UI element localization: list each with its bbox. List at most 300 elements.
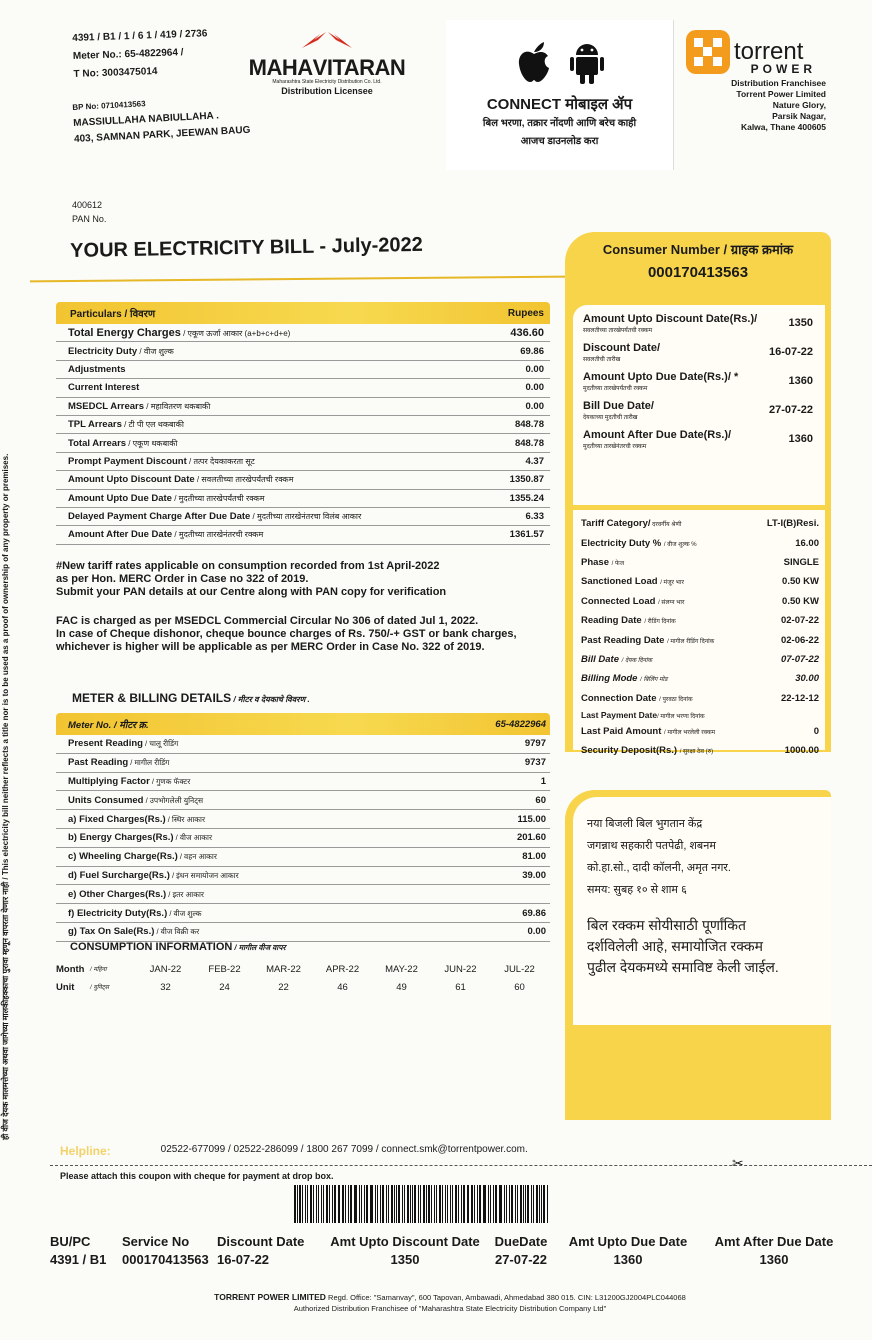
barcode-bar xyxy=(305,1185,306,1223)
connection-info-row xyxy=(581,741,819,760)
meter-title-hindi: / मीटर व देयकाचे विवरण . xyxy=(231,695,310,704)
torrent-wordmark: torrent xyxy=(734,38,804,65)
amount-row xyxy=(583,429,813,453)
amount-value: 1360 xyxy=(788,433,813,445)
meter-row xyxy=(56,904,550,923)
particulars-label xyxy=(68,364,126,375)
particulars-label-en: Total Energy Charges xyxy=(68,326,181,339)
meter-label-hi: / इंधन समायोजन आकार xyxy=(169,870,239,880)
meter-row xyxy=(56,829,550,848)
torrent-power-block xyxy=(686,30,846,133)
info-label xyxy=(581,745,713,756)
pincode-block xyxy=(72,198,106,226)
meter-label xyxy=(68,832,212,843)
account-reference-block xyxy=(72,24,244,84)
apple-icon xyxy=(516,40,552,84)
consumption-units: 46 xyxy=(337,981,348,993)
info-label-en: Connection Date xyxy=(581,692,660,704)
legal-address: Regd. Office: "Samanvay", 600 Tapovan, Ambawadi, Ahmedabad 380 015. CIN: L31200GJ2004PLC044068 xyxy=(325,1293,686,1302)
meter-label xyxy=(68,926,199,937)
amount-label-hi: सवलतीच्या तारखेपर्यंतची रक्कम xyxy=(583,328,653,334)
amount-label-en: Discount Date/ xyxy=(583,342,661,354)
info-value: LT-I(B)Resi. xyxy=(766,518,819,530)
amount-value: 1360 xyxy=(788,375,813,387)
barcode-bar xyxy=(468,1185,469,1223)
barcode-bar xyxy=(332,1185,333,1223)
barcode-bar xyxy=(455,1185,457,1223)
particulars-label-en: Total Arrears xyxy=(68,437,127,449)
info-value: 07-07-22 xyxy=(780,653,819,665)
amount-label-hi: मुदतीच्या तारखेपर्यंतची रक्कम xyxy=(583,386,648,392)
coupon-value: 16-07-22 xyxy=(217,1252,270,1267)
info-label xyxy=(581,635,714,646)
barcode-bar xyxy=(394,1185,395,1223)
barcode-bar xyxy=(310,1185,312,1223)
barcode-bar xyxy=(484,1185,485,1223)
info-value: 1000.00 xyxy=(784,745,819,757)
consumption-month: JUN-22 xyxy=(444,963,477,975)
barcode-bar xyxy=(354,1185,355,1223)
connect-title: CONNECT मोबाइल ॲप xyxy=(486,96,633,113)
consumption-month: MAY-22 xyxy=(385,963,418,975)
info-label-hi: / फेज xyxy=(611,560,625,567)
connection-info xyxy=(573,510,825,757)
connection-info-row xyxy=(581,514,819,533)
meter-row xyxy=(56,735,550,754)
consumption-units: 22 xyxy=(278,981,289,993)
barcode-bar xyxy=(410,1185,411,1223)
particulars-label-hi: / तत्पर देयकाकरता सूट xyxy=(186,456,255,466)
amount-row xyxy=(583,342,813,366)
barcode-bar xyxy=(380,1185,381,1223)
unit-label: Unit xyxy=(56,981,75,993)
meter-value: 201.60 xyxy=(516,832,546,844)
ownership-disclaimer: ही वीज देयक मालमत्तेच्या अथवा जागेच्या मालकीहक्काचा पुरावा म्हणून वापरता येणार नाही / This electricity bill neither reflects a title nor is to be used as a proof of ownership of any property or premises. xyxy=(1,453,10,1140)
helpline-label: Helpline: xyxy=(60,1144,111,1158)
barcode-bar xyxy=(334,1185,336,1223)
bill-title: YOUR ELECTRICITY BILL - July-2022 xyxy=(70,233,424,262)
info-label-en: Tariff Category/ xyxy=(581,518,651,530)
consumption-units: 61 xyxy=(455,981,466,993)
barcode-bar xyxy=(418,1185,419,1223)
meter-label-hi: / वीज विक्री कर xyxy=(154,927,200,937)
meter-label-en: Present Reading xyxy=(68,738,143,750)
pincode: 400612 xyxy=(72,200,103,210)
meter-label-en: d) Fuel Surcharge(Rs.) xyxy=(68,869,170,881)
meter-number-header xyxy=(56,713,550,735)
coupon-header: Amt Upto Due Date xyxy=(568,1234,688,1249)
barcode-bar xyxy=(294,1185,296,1223)
lightning-bolt-icon xyxy=(292,26,362,52)
particulars-label xyxy=(68,474,293,485)
torrent-info-line: Distribution Franchisee xyxy=(731,78,826,88)
legal-franchise-note: Authorized Distribution Franchisee of "Maharashtra State Electricity Distribution Company Ltd" xyxy=(293,1304,607,1313)
meter-label-en: c) Wheeling Charge(Rs.) xyxy=(68,851,178,863)
info-label-en: Reading Date xyxy=(581,615,645,627)
info-value: 16.00 xyxy=(795,537,819,549)
particulars-label-en: Prompt Payment Discount xyxy=(68,455,187,467)
meter-row xyxy=(56,923,550,942)
amount-label xyxy=(583,342,660,366)
amount-label-hi: मुदतीच्या तारखेनंतरची रक्कम xyxy=(583,444,647,450)
particulars-value: 1350.87 xyxy=(509,474,544,486)
customer-address: 403, SAMNAN PARK, JEEWAN BAUG xyxy=(73,124,251,145)
barcode-bar xyxy=(434,1185,435,1223)
info-label-en: Bill Date xyxy=(581,653,622,665)
customer-name: MASSIULLAHA NABIULLAHA . xyxy=(72,110,220,129)
particulars-label xyxy=(68,438,177,449)
barcode-bar xyxy=(431,1185,433,1223)
amount-label xyxy=(583,429,731,453)
meter-label xyxy=(68,738,178,749)
meter-label-en: Units Consumed xyxy=(68,794,144,806)
barcode-bar xyxy=(458,1185,459,1223)
android-icon xyxy=(570,39,604,85)
torrent-info-line: Torrent Power Limited xyxy=(736,89,826,99)
barcode-bar xyxy=(326,1185,328,1223)
info-label-hi: / संलग्न भार xyxy=(658,599,685,606)
particulars-table xyxy=(56,302,550,545)
brand-maha: MAHA xyxy=(248,55,313,80)
barcode-bar xyxy=(412,1185,413,1223)
info-label-hi: / रीडिंग दिनांक xyxy=(644,619,676,626)
particulars-value: 4.37 xyxy=(525,455,544,467)
connection-info-row xyxy=(581,650,819,669)
particulars-value: 0.00 xyxy=(525,382,544,394)
meter-value: 39.00 xyxy=(522,869,546,881)
particulars-label xyxy=(68,346,174,357)
barcode-bar xyxy=(426,1185,427,1223)
coupon-header: BU/PC xyxy=(50,1234,91,1249)
info-label xyxy=(581,557,624,568)
connection-info-row xyxy=(581,669,819,688)
barcode-bar xyxy=(515,1185,516,1223)
barcode-bar xyxy=(364,1185,365,1223)
barcode-bar xyxy=(511,1185,513,1223)
info-label xyxy=(581,615,676,626)
connection-info-row xyxy=(581,572,819,591)
particulars-label-hi: / एकूण थकबाकी xyxy=(126,438,178,448)
meter-billing-title xyxy=(72,691,310,705)
torrent-address xyxy=(686,78,846,133)
t-number-line: T No: 3003475014 xyxy=(73,66,158,80)
barcode-bar xyxy=(436,1185,437,1223)
barcode-bar xyxy=(467,1185,468,1223)
barcode-bar xyxy=(533,1185,534,1223)
meter-label-en: f) Electricity Duty(Rs.) xyxy=(68,907,168,919)
info-label xyxy=(581,518,681,529)
barcode xyxy=(294,1185,549,1223)
barcode-bar xyxy=(375,1185,377,1223)
info-label xyxy=(581,538,697,549)
barcode-bar xyxy=(388,1185,389,1223)
particulars-row xyxy=(56,434,550,452)
particulars-row xyxy=(56,342,550,360)
barcode-bar xyxy=(398,1185,400,1223)
barcode-bar xyxy=(471,1185,473,1223)
particulars-label-en: TPL Arrears xyxy=(68,419,122,431)
info-label xyxy=(581,726,715,737)
connection-info-row xyxy=(581,533,819,552)
particulars-row xyxy=(56,471,550,489)
info-value: 0 xyxy=(813,726,819,738)
payment-center-line: को.हा.सो., दादी कॉलनी, अमृत नगर. xyxy=(587,862,731,874)
barcode-bar xyxy=(391,1185,393,1223)
info-label-en: Last Paid Amount xyxy=(581,726,665,738)
meter-number-line: Meter No.: 65-4822964 / xyxy=(72,47,184,62)
meter-label-en: Multiplying Factor xyxy=(68,775,150,787)
particulars-value: 0.00 xyxy=(525,400,544,412)
amount-label xyxy=(583,313,757,337)
helpline-contacts[interactable]: 02522-677099 / 02522-286099 / 1800 267 7099 / connect.smk@torrentpower.com. xyxy=(160,1144,528,1155)
particulars-label xyxy=(68,401,210,412)
coupon-value: 1360 xyxy=(759,1252,789,1267)
meter-label-en: g) Tax On Sale(Rs.) xyxy=(68,926,155,938)
particulars-row xyxy=(56,526,550,544)
meter-label-hi: / गुणक फॅक्टर xyxy=(149,776,191,786)
payment-center-line: जगन्नाथ सहकारी पतपेढी, शबनम xyxy=(587,840,716,852)
coupon-value: 1360 xyxy=(613,1252,643,1267)
particulars-row xyxy=(56,453,550,471)
meter-value: 115.00 xyxy=(517,813,546,825)
meter-label-hi: / उपभोगलेली युनिट्स xyxy=(143,795,204,805)
mahavitaran-wordmark xyxy=(232,57,422,79)
month-hindi: / महिना xyxy=(90,967,107,973)
meter-number-label: Meter No. / मीटर क्र. xyxy=(68,719,149,731)
amount-label-en: Amount After Due Date(Rs.)/ xyxy=(583,429,732,441)
note-line: FAC is charged as per MSEDCL Commercial Circular No 306 of dated Jul 1, 2022. xyxy=(56,615,479,627)
barcode-bar xyxy=(461,1185,462,1223)
barcode-bar xyxy=(299,1185,300,1223)
particulars-label xyxy=(68,493,265,504)
consumption-units: 60 xyxy=(514,981,525,993)
barcode-bar xyxy=(517,1185,518,1223)
info-label-en: Connected Load xyxy=(581,595,659,607)
barcode-bar xyxy=(339,1185,340,1223)
barcode-bar xyxy=(543,1185,545,1223)
consumption-month: JUL-22 xyxy=(504,963,535,975)
consumer-number: 000170413563 xyxy=(647,264,749,281)
particulars-label-en: Electricity Duty xyxy=(68,345,138,357)
barcode-bar xyxy=(302,1185,304,1223)
tariff-notes xyxy=(56,560,576,654)
barcode-bar xyxy=(445,1185,446,1223)
particulars-value: 848.78 xyxy=(514,437,544,449)
consumption-units: 32 xyxy=(160,981,171,993)
unit-hindi: / युनिट्स xyxy=(90,985,109,991)
connection-info-row xyxy=(581,722,819,741)
particulars-value: 848.78 xyxy=(514,419,544,431)
particulars-value: 1361.57 xyxy=(509,529,544,541)
barcode-bar xyxy=(316,1185,317,1223)
info-value: 30.00 xyxy=(795,673,819,685)
payment-center-timing: समय: सुबह १० से शाम ६ xyxy=(587,884,687,896)
connection-info-row xyxy=(581,592,819,611)
particulars-value: 6.33 xyxy=(525,511,544,523)
particulars-label-en: Adjustments xyxy=(68,363,126,375)
barcode-bar xyxy=(323,1185,324,1223)
particulars-label-hi: / टी पी एल थकबाकी xyxy=(121,420,184,430)
meter-value: 9737 xyxy=(524,757,546,769)
note-line: #New tariff rates applicable on consumption recorded from 1st April-2022 xyxy=(56,560,440,572)
info-label-en: Billing Mode xyxy=(581,673,641,685)
info-value: 22-12-12 xyxy=(780,692,819,704)
meter-label-hi: / इतर आकार xyxy=(166,889,204,899)
meter-number-value: 65-4822964 xyxy=(495,718,546,730)
title-divider xyxy=(30,276,565,283)
rounding-note: बिल रक्कम सोयीसाठी पूर्णांकित xyxy=(587,917,747,933)
amount-row xyxy=(583,400,813,424)
barcode-bar xyxy=(338,1185,339,1223)
coupon-header: Amt Upto Discount Date xyxy=(330,1234,480,1249)
particulars-row xyxy=(56,508,550,526)
legal-footer xyxy=(50,1292,850,1314)
barcode-bar xyxy=(414,1185,416,1223)
amount-value: 27-07-22 xyxy=(768,404,813,416)
barcode-bar xyxy=(382,1185,384,1223)
consumption-month: FEB-22 xyxy=(208,963,241,975)
amount-value: 16-07-22 xyxy=(768,346,813,358)
info-label-hi: दरवर्गीय श्रेणी xyxy=(650,522,682,529)
barcode-bar xyxy=(355,1185,356,1223)
particulars-label-hi: / वीज शुल्क xyxy=(137,346,174,356)
note-line: as per Hon. MERC Order in Case no 322 of 2019. xyxy=(56,573,309,585)
barcode-bar xyxy=(307,1185,308,1223)
info-value: 0.50 KW xyxy=(782,576,819,588)
meter-value: 81.00 xyxy=(522,851,546,863)
mahavitaran-logo xyxy=(232,26,422,96)
info-label-hi: / मागील रीडिंग दिनांक xyxy=(667,638,715,645)
consumption-table xyxy=(56,960,550,996)
barcode-bar xyxy=(428,1185,429,1223)
info-label-hi: / पुरवठा दिनांक xyxy=(659,696,693,703)
torrent-logo-icon xyxy=(686,30,730,74)
meter-label-hi: / वीज शुल्क xyxy=(167,908,202,918)
meter-label xyxy=(68,814,205,825)
particulars-header xyxy=(56,302,550,324)
info-value: SINGLE xyxy=(783,556,819,568)
consumption-units: 24 xyxy=(219,981,230,993)
particulars-label-en: Amount After Due Date xyxy=(68,529,173,541)
coupon-value: 000170413563 xyxy=(122,1252,209,1267)
info-label-en: Last Payment Date xyxy=(581,709,658,720)
barcode-bar xyxy=(329,1185,330,1223)
amount-label-en: Amount Upto Due Date(Rs.)/ * xyxy=(583,371,739,383)
legal-company: TORRENT POWER LIMITED xyxy=(214,1292,326,1302)
amount-label-en: Bill Due Date/ xyxy=(583,400,654,412)
barcode-bar xyxy=(348,1185,349,1223)
particulars-value: 0.00 xyxy=(525,363,544,375)
amount-row xyxy=(583,371,813,395)
coupon-header: Service No xyxy=(122,1234,190,1249)
barcode-bar xyxy=(313,1185,314,1223)
rupees-header: Rupees xyxy=(507,307,544,319)
meter-label xyxy=(68,776,190,787)
meter-label xyxy=(68,870,239,881)
meter-label xyxy=(68,889,204,900)
barcode-bar xyxy=(531,1185,532,1223)
consumption-title-text: CONSUMPTION INFORMATION xyxy=(70,941,233,953)
coupon-header: Discount Date xyxy=(217,1234,305,1249)
info-value: 0.50 KW xyxy=(782,595,819,607)
meter-row xyxy=(56,754,550,773)
payment-center-line: नया बिजली बिल भुगतान केंद्र xyxy=(587,818,703,830)
particulars-label-hi: / मुदतीच्या तारखेनंतरची रक्कम xyxy=(172,530,264,540)
barcode-bar xyxy=(541,1185,542,1223)
meter-value: 1 xyxy=(540,775,546,787)
info-label-en: Electricity Duty % xyxy=(581,537,664,549)
barcode-bar xyxy=(402,1185,403,1223)
meter-row xyxy=(56,867,550,886)
meter-value: 9797 xyxy=(524,738,546,750)
particulars-header-label: Particulars / विवरण xyxy=(70,309,156,320)
consumption-month: APR-22 xyxy=(325,963,360,975)
amount-label xyxy=(583,400,654,424)
particulars-label-en: Current Interest xyxy=(68,382,140,394)
meter-label-hi: / चालू रीडिंग xyxy=(142,739,179,749)
connect-subtitle-1: बिल भरणा, तक्रार नोंदणी आणि बरेच काही xyxy=(482,118,637,129)
bp-number: BP No: 0710413563 xyxy=(72,99,146,112)
barcode-bar xyxy=(523,1185,524,1223)
meter-label xyxy=(68,757,169,768)
note-line: Submit your PAN details at our Centre along with PAN copy for verification xyxy=(56,586,447,598)
amount-label xyxy=(583,371,738,395)
info-label-hi: / वीज शुल्क % xyxy=(663,541,697,548)
info-label-en: Past Reading Date xyxy=(581,634,668,646)
coupon-cut-line xyxy=(50,1165,872,1166)
barcode-bar xyxy=(452,1185,453,1223)
info-label-hi: / देयक दिनांक xyxy=(621,657,653,664)
meter-label-en: a) Fixed Charges(Rs.) xyxy=(68,813,166,825)
consumption-units: 49 xyxy=(396,981,407,993)
coupon-header: DueDate xyxy=(494,1234,548,1249)
barcode-bar xyxy=(450,1185,451,1223)
note-line: whichever is higher will be applicable as per MERC Order in Case No. 322 of 2019. xyxy=(56,641,485,653)
particulars-label xyxy=(68,419,184,430)
meter-row xyxy=(56,848,550,867)
barcode-bar xyxy=(350,1185,352,1223)
consumption-title xyxy=(70,941,286,953)
particulars-label xyxy=(68,511,361,522)
mahavitaran-tagline: Maharashtra State Electricity Distribution Co. Ltd. xyxy=(272,79,382,85)
coupon-value: 1350 xyxy=(390,1252,420,1267)
distribution-licensee: Distribution Licensee xyxy=(281,86,373,96)
barcode-bar xyxy=(499,1185,500,1223)
info-label xyxy=(581,576,684,587)
barcode-bar xyxy=(442,1185,443,1223)
barcode-bar xyxy=(479,1185,481,1223)
barcode-bar xyxy=(488,1185,490,1223)
amount-label-en: Amount Upto Discount Date(Rs.)/ xyxy=(583,313,758,325)
helpline xyxy=(60,1144,528,1158)
particulars-label-en: Delayed Payment Charge After Due Date xyxy=(68,511,251,523)
meter-title-text: METER & BILLING DETAILS xyxy=(72,691,232,705)
particulars-value: 69.86 xyxy=(520,345,544,357)
particulars-label-en: Amount Upto Due Date xyxy=(68,492,172,504)
meter-label-hi: / स्थिर आकार xyxy=(165,814,206,824)
coupon-value: 4391 / B1 xyxy=(50,1252,107,1267)
payment-coupon xyxy=(50,1234,850,1267)
reference-line: 4391 / B1 / 1 / 6 1 / 419 / 2736 xyxy=(72,28,208,44)
amount-label-hi: सवलतीची तारीख xyxy=(583,357,621,363)
coupon-header: Amt After Due Date xyxy=(714,1234,834,1249)
particulars-label xyxy=(68,327,290,339)
meter-row xyxy=(56,810,550,829)
meter-row xyxy=(56,791,550,810)
connection-info-row xyxy=(581,708,819,722)
barcode-bar xyxy=(490,1185,491,1223)
particulars-row xyxy=(56,490,550,508)
